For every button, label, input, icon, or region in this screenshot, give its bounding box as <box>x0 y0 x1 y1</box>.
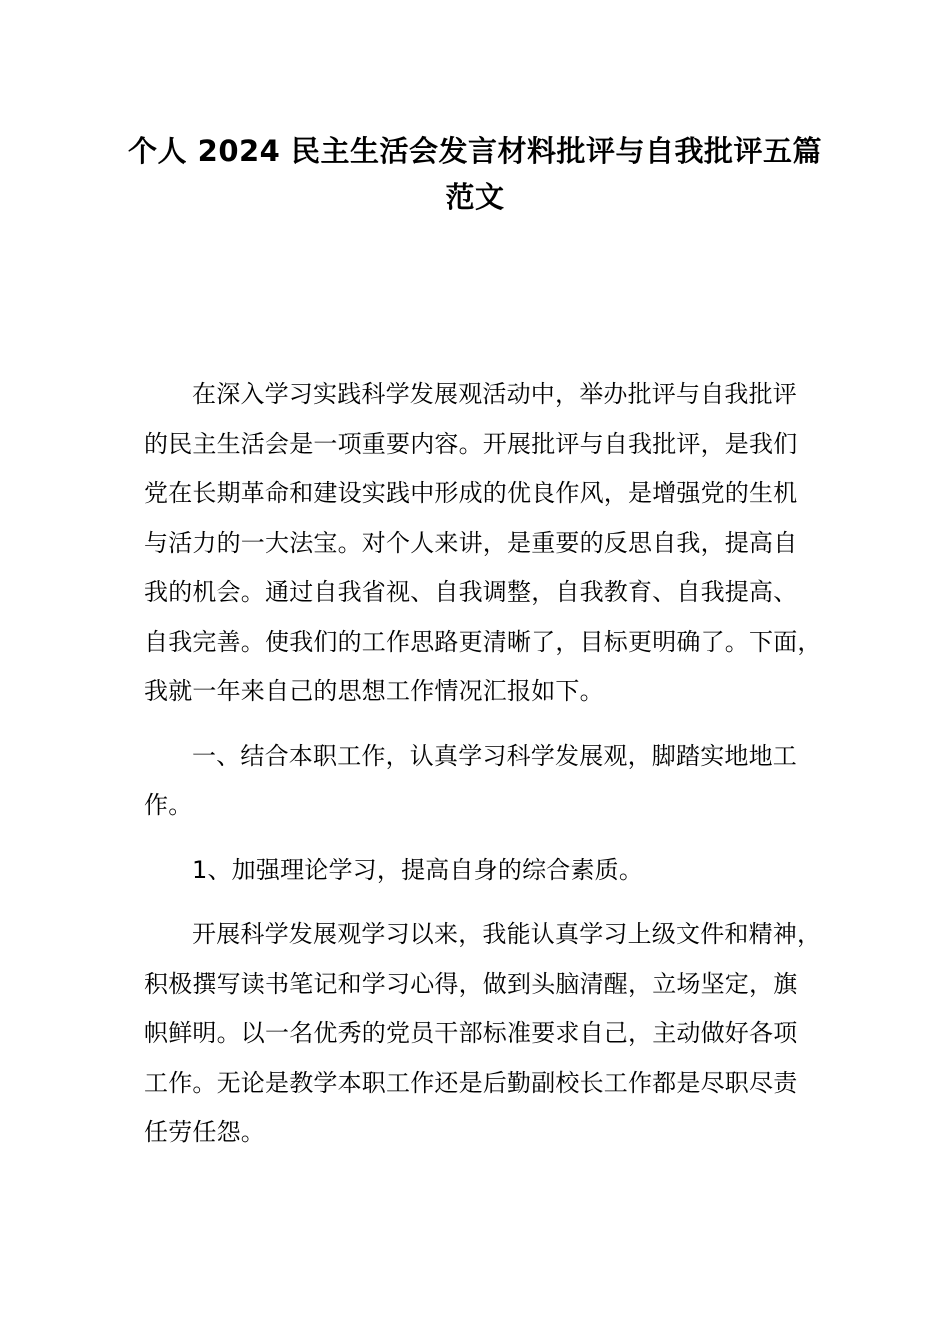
text-line: 作。 <box>144 791 193 819</box>
title-line-2: 范文 <box>445 180 505 214</box>
text-line: 积极撰写读书笔记和学习心得，做到头脑清醒，立场坚定，旗 <box>144 969 798 998</box>
section-heading-1 <box>144 732 814 831</box>
text-line: 在深入学习实践科学发展观活动中，举办批评与自我批评 <box>192 380 797 408</box>
text-line: 任劳任怨。 <box>144 1118 265 1146</box>
text-line: 一、结合本职工作，认真学习科学发展观，脚踏实地地工 <box>192 741 797 770</box>
text-line: 我的机会。通过自我省视、自我调整，自我教育、自我提高、 <box>144 578 798 606</box>
text-line: 党在长期革命和建设实践中形成的优良作风，是增强党的生机 <box>144 479 798 507</box>
text-line: 开展科学发展观学习以来，我能认真学习上级文件和精神， <box>192 920 822 948</box>
paragraph-study <box>144 910 822 1158</box>
text-line: 1、加强理论学习，提高自身的综合素质。 <box>192 855 644 884</box>
text-line: 的民主生活会是一项重要内容。开展批评与自我批评，是我们 <box>144 429 798 458</box>
document-body <box>144 370 822 1158</box>
paragraph-intro <box>144 370 822 717</box>
text-line: 工作。无论是教学本职工作还是后勤副校长工作都是尽职尽责 <box>144 1068 798 1097</box>
text-line: 与活力的一大法宝。对个人来讲，是重要的反思自我，提高自 <box>144 528 798 557</box>
text-line: 自我完善。使我们的工作思路更清晰了，目标更明确了。下面， <box>144 627 822 656</box>
text-line: 我就一年来自己的思想工作情况汇报如下。 <box>144 677 604 705</box>
text-line: 帜鲜明。以一名优秀的党员干部标准要求自己，主动做好各项 <box>144 1019 798 1047</box>
document-title <box>120 128 830 220</box>
title-line-1: 个人 2024 民主生活会发言材料批评与自我批评五篇 <box>128 134 822 168</box>
subsection-heading-1 <box>144 846 814 896</box>
